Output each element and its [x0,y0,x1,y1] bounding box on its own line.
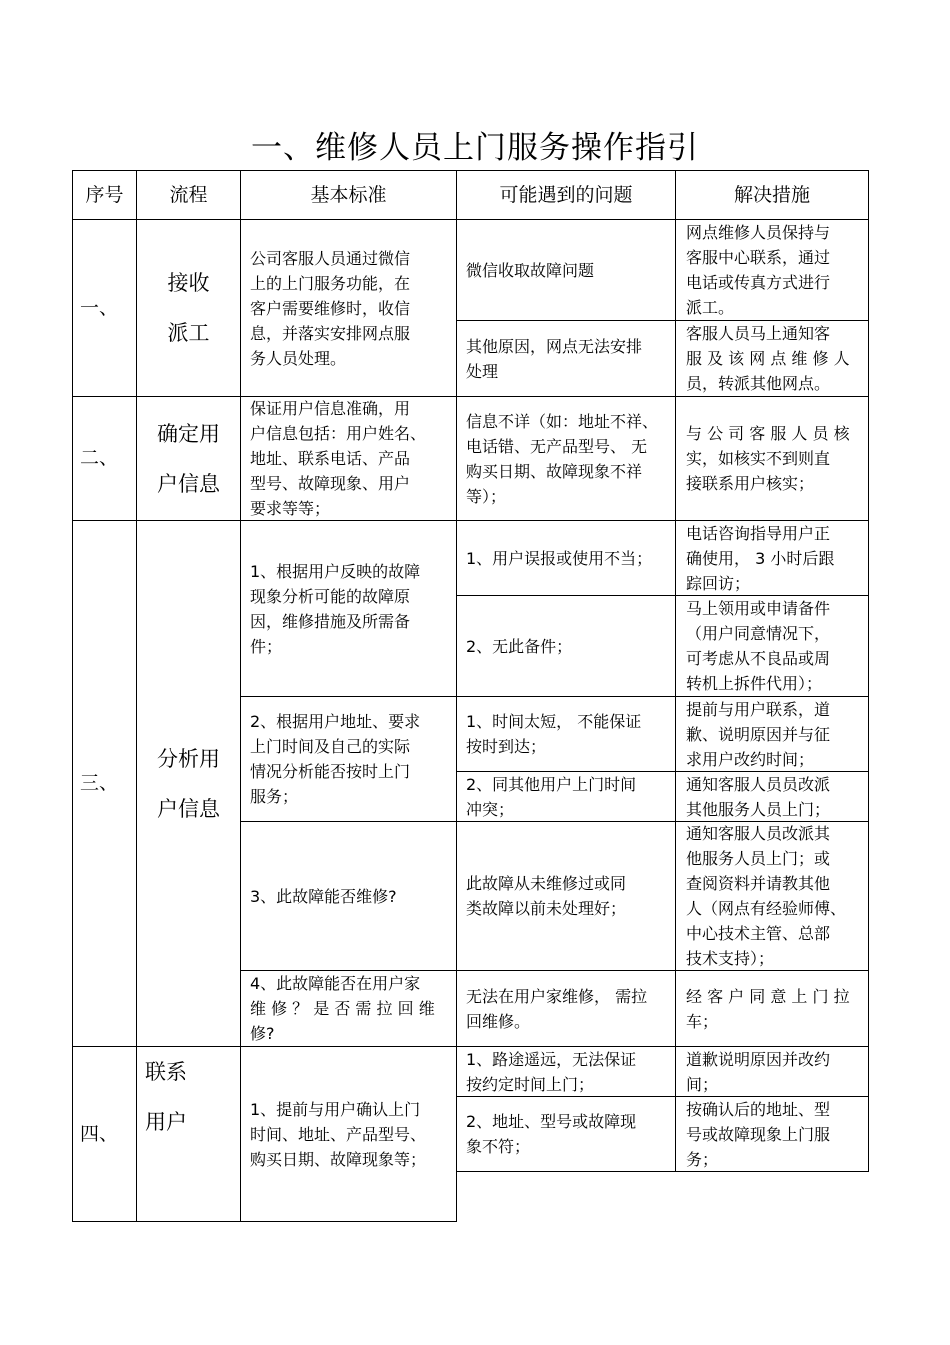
problem-cell: 1、路途遥远，无法保证 按约定时间上门； [466,1049,637,1094]
solution-cell: 通知客服人员改派其 他服务人员上门；或 查阅资料并请教其他 人（网点有经验师傅、 中心技术主管、总部 技术支持）； [686,824,847,968]
problem-cell: 1、时间太短， 不能保证 按时到达； [466,712,642,756]
section-number: 一、 [80,296,119,319]
standard-cell: 2、根据用户地址、要求 上门时间及自己的实际 情况分析能否按时上门 服务； [250,712,421,806]
section-number: 四、 [80,1122,119,1145]
problem-cell: 2、同其他用户上门时间 冲突； [466,774,637,819]
solution-cell: 网点维修人员保持与 客服中心联系，通过 电话或传真方式进行 派工。 [686,223,831,317]
problem-cell: 2、地址、型号或故障现 象不符； [466,1112,637,1156]
standard-cell: 1、提前与用户确认上门 时间、地址、产品型号、 购买日期、故障现象等； [250,1099,427,1169]
solution-cell: 提前与用户联系，道 歉、说明原因并与征 求用户改约时间； [686,699,831,769]
header-problem: 可能遇到的问题 [499,183,633,206]
problem-cell: 微信收取故障问题 [466,260,595,280]
solution-cell: 电话咨询指导用户正 确使用， 3 小时后跟 踪回访； [686,523,835,593]
problem-cell: 此故障从未维修过或同 类故障以前未处理好； [466,874,627,918]
header-flow: 流程 [169,183,208,206]
standard-cell: 3、此故障能否维修? [250,886,397,906]
solution-cell: 道歉说明原因并改约 间； [686,1049,831,1094]
header-seq: 序号 [85,183,124,206]
section-number: 二、 [80,447,119,469]
solution-cell: 经 客 户 同 意 上 门 拉 车； [686,986,850,1031]
standard-cell: 1、根据用户反映的故障 现象分析可能的故障原 因，维修措施及所需备 件； [250,561,421,656]
section-flow: 联系 用户 [145,1060,187,1134]
section-flow: 接收 派工 [167,271,210,345]
solution-cell: 与 公 司 客 服 人 员 核 实，如核实不到则直 接联系用户核实； [686,424,850,493]
standard-cell: 4、此故障能否在用户家 维 修 ？ 是 否 需 拉 回 维 修? [250,974,435,1043]
header-solution: 解决措施 [733,183,810,206]
problem-cell: 其他原因，网点无法安排 处理 [466,336,643,381]
header-standard: 基本标准 [310,183,387,206]
solution-cell: 客服人员马上通知客 服 及 该 网 点 维 修 人 员，转派其他网点。 [686,324,850,393]
solution-cell: 通知客服人员员改派 其他服务人员上门； [686,774,831,819]
section-flow: 确定用 户信息 [157,421,220,496]
solution-cell: 按确认后的地址、型 号或故障现象上门服 务； [686,1099,831,1169]
standard-cell: 保证用户信息准确，用 户信息包括：用户姓名、 地址、联系电话、产品 型号、故障现象、用户 要求等等； [250,399,427,518]
problem-cell: 1、用户误报或使用不当； [466,548,653,568]
section-flow: 分析用 户信息 [157,746,220,821]
problem-cell: 无法在用户家维修， 需拉 回维修。 [466,986,648,1031]
standard-cell: 公司客服人员通过微信 上的上门服务功能，在 客户需要维修时，收信 息，并落实安排网点服 务人员处理。 [250,248,411,368]
solution-cell: 马上领用或申请备件 （用户同意情况下， 可考虑从不良品或周 转机上拆件代用）； [686,599,831,693]
page-title: 一、维修人员上门服务操作指引 [251,130,699,166]
problem-cell: 2、无此备件； [466,636,573,656]
section-number: 三、 [80,772,119,794]
problem-cell: 信息不详（如：地址不祥、 电话错、无产品型号、 无 购买日期、故障现象不祥 等）； [466,411,659,506]
